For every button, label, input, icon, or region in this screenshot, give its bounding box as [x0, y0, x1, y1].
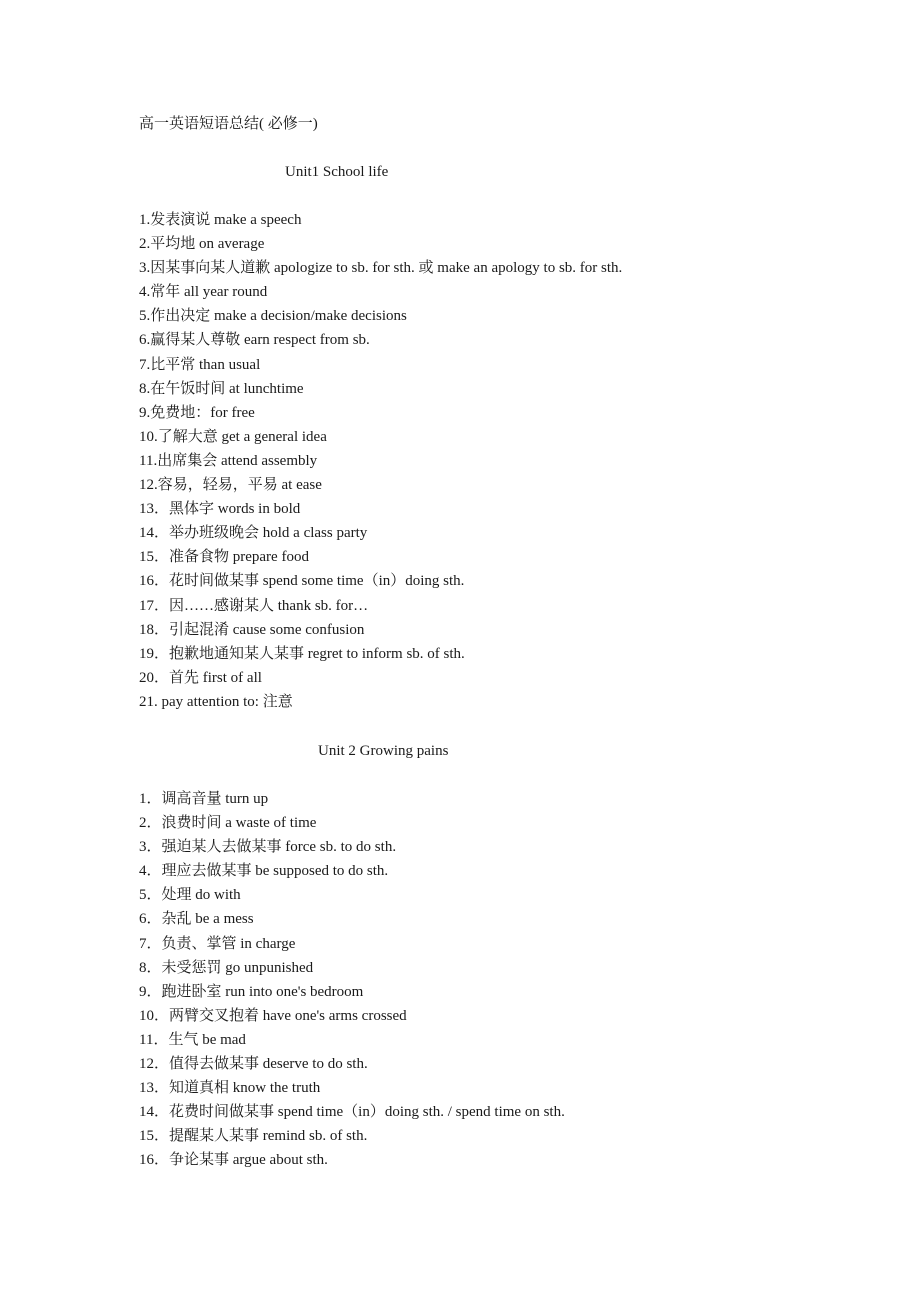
- phrase-item: 10.了解大意 get a general idea: [139, 428, 327, 445]
- phrase-item: 14．举办班级晚会 hold a class party: [139, 525, 368, 542]
- phrase-item: 1.发表演说 make a speech: [139, 212, 302, 228]
- phrase-item: 8．未受惩罚 go unpunished: [139, 959, 314, 976]
- phrase-item: 21. pay attention to: 注意: [139, 693, 293, 710]
- phrase-item: 16．争论某事 argue about sth.: [139, 1152, 328, 1169]
- phrase-item: 10．两臂交叉抱着 have one's arms crossed: [139, 1007, 407, 1024]
- phrase-item: 19．抱歉地通知某人某事 regret to inform sb. of sth.: [139, 645, 465, 662]
- phrase-item: 4.常年 all year round: [139, 284, 268, 301]
- phrase-item: 1．调高音量 turn up: [139, 791, 269, 807]
- unit2-heading: Unit 2 Growing pains: [318, 743, 449, 759]
- phrase-item: 12.容易，轻易，平易 at ease: [139, 477, 322, 494]
- phrase-item: 6.赢得某人尊敬 earn respect from sb.: [139, 332, 370, 349]
- phrase-item: 20．首先 first of all: [139, 669, 262, 686]
- phrase-item: 2．浪费时间 a waste of time: [139, 815, 317, 832]
- unit1-heading: Unit1 School life: [285, 164, 389, 180]
- phrase-item: 5.作出决定 make a decision/make decisions: [139, 308, 407, 325]
- phrase-item: 7．负责、掌管 in charge: [139, 935, 296, 952]
- unit2-phrase-list: [139, 788, 565, 1174]
- phrase-item: 9．跑进卧室 run into one's bedroom: [139, 983, 364, 1000]
- phrase-item: 3．强迫某人去做某事 force sb. to do sth.: [139, 839, 397, 856]
- phrase-item: 5．处理 do with: [139, 887, 241, 904]
- phrase-item: 11.出席集会 attend assembly: [139, 452, 318, 469]
- phrase-item: 17．因……感谢某人 thank sb. for…: [139, 597, 369, 614]
- phrase-item: 7.比平常 than usual: [139, 356, 261, 373]
- phrase-item: 16．花时间做某事 spend some time（in）doing sth.: [139, 573, 465, 590]
- phrase-item: 14．花费时间做某事 spend time（in）doing sth. / spend time on sth.: [139, 1104, 565, 1121]
- phrase-item: 4．理应去做某事 be supposed to do sth.: [139, 863, 389, 880]
- phrase-item: 15．准备食物 prepare food: [139, 549, 309, 566]
- phrase-item: 18．引起混淆 cause some confusion: [139, 621, 365, 638]
- unit1-phrase-list: [139, 209, 622, 715]
- phrase-item: 11．生气 be mad: [139, 1031, 246, 1048]
- document-title: 高一英语短语总结( 必修一): [139, 116, 318, 132]
- phrase-item: 8.在午饭时间 at lunchtime: [139, 380, 304, 397]
- phrase-item: 13．知道真相 know the truth: [139, 1080, 321, 1097]
- phrase-item: 12．值得去做某事 deserve to do sth.: [139, 1056, 368, 1073]
- phrase-item: 6．杂乱 be a mess: [139, 911, 254, 928]
- phrase-item: 15．提醒某人某事 remind sb. of sth.: [139, 1128, 368, 1145]
- phrase-item: 9.免费地：for free: [139, 404, 255, 421]
- phrase-item: 13．黑体字 words in bold: [139, 501, 301, 518]
- phrase-item: 2.平均地 on average: [139, 236, 265, 253]
- phrase-item: 3.因某事向某人道歉 apologize to sb. for sth. 或 make an apology to sb. for sth.: [139, 260, 623, 277]
